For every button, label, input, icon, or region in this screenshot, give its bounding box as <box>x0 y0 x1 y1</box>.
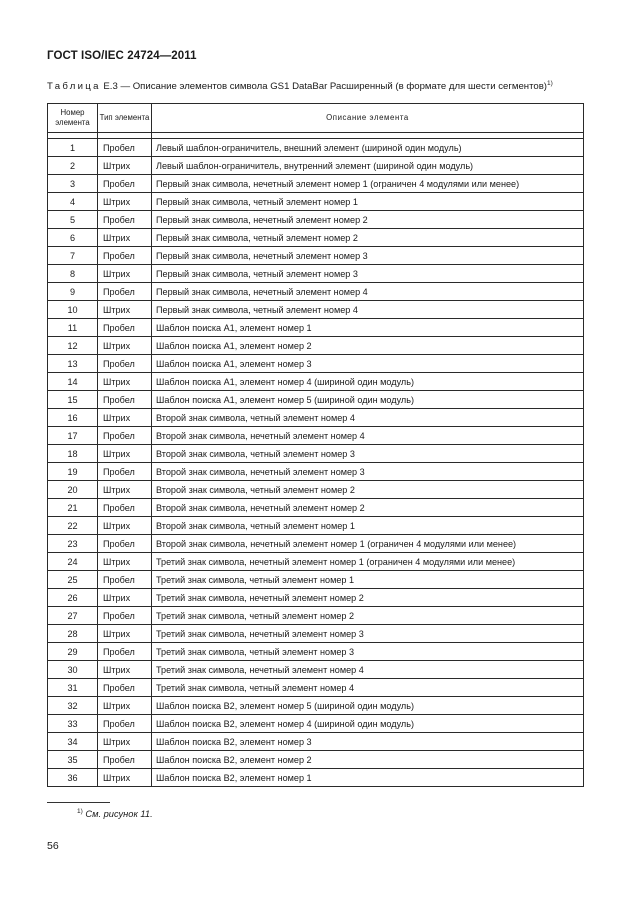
element-description-cell: Шаблон поиска А1, элемент номер 1 <box>152 319 584 337</box>
table-body <box>48 139 584 787</box>
element-number-cell: 14 <box>48 373 98 391</box>
element-type-cell: Штрих <box>98 481 152 499</box>
element-type-cell: Штрих <box>98 229 152 247</box>
table-row <box>48 247 584 265</box>
element-type-cell: Штрих <box>98 409 152 427</box>
table-row <box>48 337 584 355</box>
element-description-cell: Первый знак символа, нечетный элемент номер 4 <box>152 283 584 301</box>
element-type-cell: Пробел <box>98 319 152 337</box>
table-row <box>48 607 584 625</box>
element-type-cell: Штрих <box>98 589 152 607</box>
element-description-cell: Шаблон поиска А1, элемент номер 2 <box>152 337 584 355</box>
table-row <box>48 463 584 481</box>
element-type-cell: Пробел <box>98 751 152 769</box>
element-type-cell: Пробел <box>98 391 152 409</box>
element-description-cell: Второй знак символа, четный элемент номер 3 <box>152 445 584 463</box>
element-description-cell: Третий знак символа, нечетный элемент номер 4 <box>152 661 584 679</box>
table-row <box>48 427 584 445</box>
element-description-cell: Третий знак символа, нечетный элемент номер 2 <box>152 589 584 607</box>
footnote-marker: 1) <box>77 808 83 815</box>
element-description-cell: Второй знак символа, нечетный элемент номер 3 <box>152 463 584 481</box>
table-row <box>48 139 584 157</box>
table-row <box>48 499 584 517</box>
table-row <box>48 319 584 337</box>
element-type-cell: Штрих <box>98 373 152 391</box>
element-type-cell: Пробел <box>98 355 152 373</box>
element-type-cell: Пробел <box>98 283 152 301</box>
element-number-cell: 28 <box>48 625 98 643</box>
table-row <box>48 229 584 247</box>
element-type-cell: Пробел <box>98 139 152 157</box>
table-row <box>48 301 584 319</box>
element-number-cell: 13 <box>48 355 98 373</box>
table-header-row <box>48 104 584 133</box>
element-number-cell: 21 <box>48 499 98 517</box>
element-description-cell: Третий знак символа, четный элемент номер 1 <box>152 571 584 589</box>
element-description-cell: Шаблон поиска В2, элемент номер 5 (шириной один модуль) <box>152 697 584 715</box>
element-type-cell: Штрих <box>98 337 152 355</box>
element-number-cell: 16 <box>48 409 98 427</box>
element-number-cell: 31 <box>48 679 98 697</box>
header-element-number: Номер элемента <box>48 104 98 133</box>
element-description-cell: Шаблон поиска А1, элемент номер 3 <box>152 355 584 373</box>
element-description-cell: Первый знак символа, четный элемент номер 1 <box>152 193 584 211</box>
element-number-cell: 29 <box>48 643 98 661</box>
table-row <box>48 661 584 679</box>
element-description-cell: Шаблон поиска В2, элемент номер 4 (шириной один модуль) <box>152 715 584 733</box>
element-description-cell: Второй знак символа, нечетный элемент номер 2 <box>152 499 584 517</box>
table-row <box>48 445 584 463</box>
element-number-cell: 9 <box>48 283 98 301</box>
element-type-cell: Штрих <box>98 553 152 571</box>
table-row <box>48 283 584 301</box>
element-type-cell: Пробел <box>98 247 152 265</box>
table-row <box>48 697 584 715</box>
element-description-cell: Первый знак символа, четный элемент номер 3 <box>152 265 584 283</box>
element-type-cell: Штрих <box>98 445 152 463</box>
element-number-cell: 35 <box>48 751 98 769</box>
element-number-cell: 17 <box>48 427 98 445</box>
element-type-cell: Пробел <box>98 463 152 481</box>
header-element-type: Тип элемента <box>98 104 152 133</box>
element-type-cell: Штрих <box>98 265 152 283</box>
table-row <box>48 211 584 229</box>
element-number-cell: 25 <box>48 571 98 589</box>
table-row <box>48 517 584 535</box>
table-caption <box>47 80 553 92</box>
element-number-cell: 3 <box>48 175 98 193</box>
element-type-cell: Пробел <box>98 211 152 229</box>
table-row <box>48 769 584 787</box>
element-number-cell: 7 <box>48 247 98 265</box>
header-element-description: Описание элемента <box>152 104 584 133</box>
element-type-cell: Пробел <box>98 679 152 697</box>
element-type-cell: Штрих <box>98 769 152 787</box>
element-number-cell: 22 <box>48 517 98 535</box>
table-row <box>48 715 584 733</box>
element-type-cell: Штрих <box>98 661 152 679</box>
element-type-cell: Пробел <box>98 175 152 193</box>
element-type-cell: Штрих <box>98 193 152 211</box>
element-number-cell: 10 <box>48 301 98 319</box>
table-row <box>48 589 584 607</box>
element-number-cell: 15 <box>48 391 98 409</box>
table-row <box>48 193 584 211</box>
table-row <box>48 175 584 193</box>
element-description-cell: Первый знак символа, нечетный элемент номер 1 (ограничен 4 модулями или менее) <box>152 175 584 193</box>
footnote <box>77 808 153 819</box>
footnote-text: См. рисунок 11. <box>85 809 153 820</box>
element-type-cell: Штрих <box>98 301 152 319</box>
element-description-cell: Второй знак символа, нечетный элемент номер 1 (ограничен 4 модулями или менее) <box>152 535 584 553</box>
element-type-cell: Пробел <box>98 499 152 517</box>
element-description-cell: Шаблон поиска А1, элемент номер 5 (шириной один модуль) <box>152 391 584 409</box>
element-description-cell: Шаблон поиска А1, элемент номер 4 (шириной один модуль) <box>152 373 584 391</box>
document-header: ГОСТ ISO/IEC 24724—2011 <box>47 50 197 62</box>
element-number-cell: 11 <box>48 319 98 337</box>
element-number-cell: 26 <box>48 589 98 607</box>
element-number-cell: 24 <box>48 553 98 571</box>
element-number-cell: 2 <box>48 157 98 175</box>
element-number-cell: 8 <box>48 265 98 283</box>
element-description-cell: Третий знак символа, четный элемент номер 4 <box>152 679 584 697</box>
element-type-cell: Пробел <box>98 571 152 589</box>
element-number-cell: 6 <box>48 229 98 247</box>
element-type-cell: Пробел <box>98 715 152 733</box>
element-description-cell: Второй знак символа, четный элемент номер 1 <box>152 517 584 535</box>
element-number-cell: 27 <box>48 607 98 625</box>
element-type-cell: Штрих <box>98 697 152 715</box>
caption-text: Е.3 — Описание элементов символа GS1 DataBar Расширенный (в формате для шести сегментов) <box>100 81 547 93</box>
element-description-cell: Левый шаблон-ограничитель, внутренний элемент (шириной один модуль) <box>152 157 584 175</box>
table-row <box>48 571 584 589</box>
page-number: 56 <box>47 840 59 852</box>
element-number-cell: 12 <box>48 337 98 355</box>
element-type-cell: Штрих <box>98 733 152 751</box>
element-number-cell: 23 <box>48 535 98 553</box>
element-type-cell: Штрих <box>98 157 152 175</box>
table-row <box>48 355 584 373</box>
table-row <box>48 625 584 643</box>
element-description-cell: Первый знак символа, четный элемент номер 2 <box>152 229 584 247</box>
caption-footnote-ref: 1) <box>547 80 553 87</box>
table-row <box>48 157 584 175</box>
element-number-cell: 20 <box>48 481 98 499</box>
element-description-cell: Шаблон поиска В2, элемент номер 1 <box>152 769 584 787</box>
element-description-cell: Третий знак символа, нечетный элемент номер 1 (ограничен 4 модулями или менее) <box>152 553 584 571</box>
element-description-cell: Третий знак символа, четный элемент номер 2 <box>152 607 584 625</box>
element-description-cell: Шаблон поиска В2, элемент номер 3 <box>152 733 584 751</box>
element-type-cell: Штрих <box>98 517 152 535</box>
table-row <box>48 733 584 751</box>
table-row <box>48 373 584 391</box>
element-number-cell: 18 <box>48 445 98 463</box>
caption-label: Таблица <box>47 81 101 93</box>
element-number-cell: 34 <box>48 733 98 751</box>
element-description-cell: Левый шаблон-ограничитель, внешний элемент (шириной один модуль) <box>152 139 584 157</box>
element-description-cell: Третий знак символа, нечетный элемент номер 3 <box>152 625 584 643</box>
table-row <box>48 751 584 769</box>
element-type-cell: Штрих <box>98 625 152 643</box>
element-description-cell: Первый знак символа, четный элемент номер 4 <box>152 301 584 319</box>
element-number-cell: 19 <box>48 463 98 481</box>
element-type-cell: Пробел <box>98 535 152 553</box>
element-type-cell: Пробел <box>98 607 152 625</box>
elements-table <box>47 103 584 787</box>
element-description-cell: Второй знак символа, нечетный элемент номер 4 <box>152 427 584 445</box>
element-type-cell: Пробел <box>98 643 152 661</box>
element-number-cell: 4 <box>48 193 98 211</box>
element-type-cell: Пробел <box>98 427 152 445</box>
table-row <box>48 643 584 661</box>
element-description-cell: Первый знак символа, нечетный элемент номер 3 <box>152 247 584 265</box>
footnote-divider <box>47 802 110 803</box>
element-number-cell: 33 <box>48 715 98 733</box>
table-row <box>48 391 584 409</box>
element-description-cell: Второй знак символа, четный элемент номер 4 <box>152 409 584 427</box>
table-row <box>48 553 584 571</box>
element-description-cell: Шаблон поиска В2, элемент номер 2 <box>152 751 584 769</box>
table-row <box>48 481 584 499</box>
element-number-cell: 1 <box>48 139 98 157</box>
table-row <box>48 535 584 553</box>
element-number-cell: 30 <box>48 661 98 679</box>
table-row <box>48 265 584 283</box>
table-row <box>48 409 584 427</box>
element-number-cell: 32 <box>48 697 98 715</box>
table-row <box>48 679 584 697</box>
element-number-cell: 36 <box>48 769 98 787</box>
element-description-cell: Первый знак символа, нечетный элемент номер 2 <box>152 211 584 229</box>
element-description-cell: Второй знак символа, четный элемент номер 2 <box>152 481 584 499</box>
element-number-cell: 5 <box>48 211 98 229</box>
element-description-cell: Третий знак символа, четный элемент номер 3 <box>152 643 584 661</box>
